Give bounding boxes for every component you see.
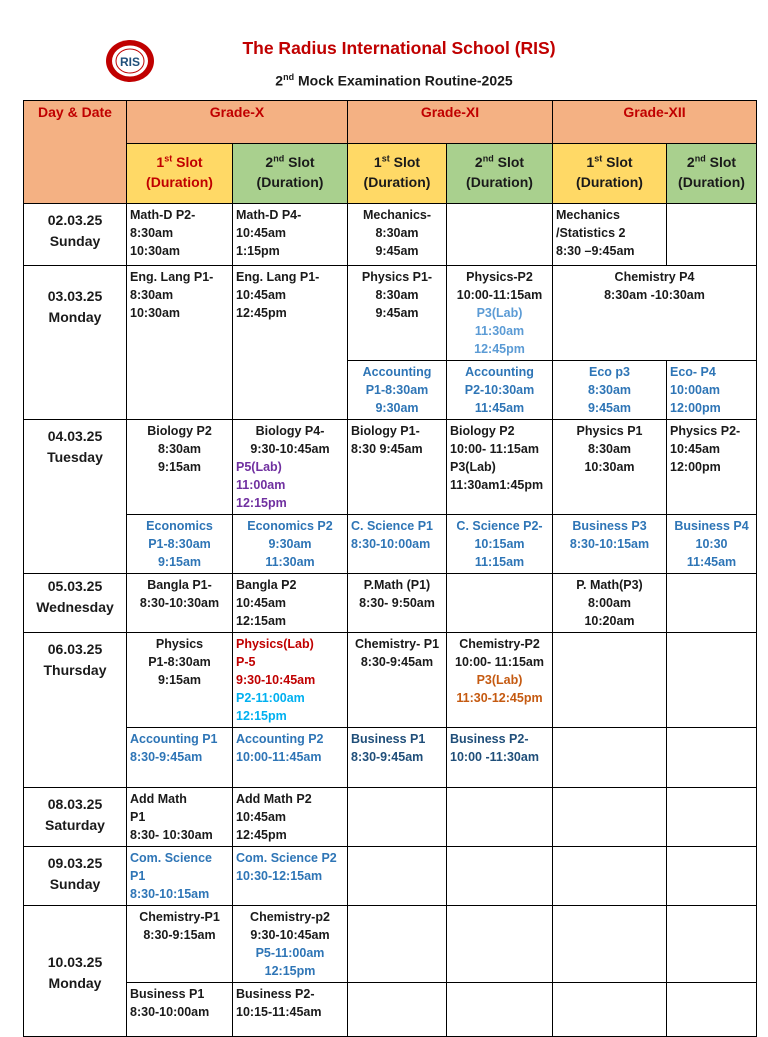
- exam-cell: Business P4 10:30 11:45am: [667, 515, 757, 574]
- exam-cell: C. Science P2- 10:15am 11:15am: [447, 515, 553, 574]
- exam-cell: Accounting P2 10:00-11:45am: [233, 728, 348, 788]
- exam-cell: Business P1 8:30-10:00am: [127, 983, 233, 1037]
- exam-cell: [553, 906, 667, 983]
- exam-cell: Physics-P2 10:00-11:15am P3(Lab) 11:30am 12:45pm: [447, 266, 553, 361]
- date-cell: 04.03.25 Tuesday: [24, 420, 127, 574]
- date-cell: 08.03.25 Saturday: [24, 788, 127, 847]
- exam-cell: Eco- P4 10:00am 12:00pm: [667, 361, 757, 420]
- exam-cell: [348, 906, 447, 983]
- exam-cell: Chemistry-P1 8:30-9:15am: [127, 906, 233, 983]
- exam-cell: Business P3 8:30-10:15am: [553, 515, 667, 574]
- table-row: [24, 633, 757, 728]
- exam-cell: P. Math(P3) 8:00am 10:20am: [553, 574, 667, 633]
- exam-cell: [447, 983, 553, 1037]
- exam-cell: [447, 906, 553, 983]
- grade-xii-slot1-header: 1st Slot (Duration): [553, 144, 667, 204]
- exam-cell: [667, 788, 757, 847]
- grade-xi-header: Grade-XI: [348, 101, 553, 144]
- exam-cell: Economics P2 9:30am 11:30am: [233, 515, 348, 574]
- exam-cell: Bangla P2 10:45am 12:15am: [233, 574, 348, 633]
- grade-xii-slot2-header: 2nd Slot (Duration): [667, 144, 757, 204]
- svg-text:RIS: RIS: [119, 55, 141, 69]
- exam-cell: Business P2- 10:15-11:45am: [233, 983, 348, 1037]
- exam-cell: Chemistry- P1 8:30-9:45am: [348, 633, 447, 728]
- exam-cell: [348, 847, 447, 906]
- exam-cell: Physics P1- 8:30am 9:45am: [348, 266, 447, 361]
- exam-cell: Physics P1-8:30am 9:15am: [127, 633, 233, 728]
- routine-title: 2nd Mock Examination Routine-2025: [275, 72, 513, 89]
- exam-cell: Biology P2 8:30am 9:15am: [127, 420, 233, 515]
- exam-cell: [553, 983, 667, 1037]
- exam-cell: Chemistry-P2 10:00- 11:15am P3(Lab) 11:30-12:45pm: [447, 633, 553, 728]
- exam-cell: Economics P1-8:30am 9:15am: [127, 515, 233, 574]
- exam-cell: [348, 788, 447, 847]
- day-date-header: Day & Date: [24, 101, 127, 204]
- exam-cell: P.Math (P1) 8:30- 9:50am: [348, 574, 447, 633]
- exam-cell: Com. Science P2 10:30-12:15am: [233, 847, 348, 906]
- table-row: [24, 728, 757, 788]
- exam-cell: Accounting P1-8:30am 9:30am: [348, 361, 447, 420]
- exam-cell: Mechanics- 8:30am 9:45am: [348, 204, 447, 266]
- table-row: [24, 788, 757, 847]
- exam-cell: Business P2- 10:00 -11:30am: [447, 728, 553, 788]
- table-row: [24, 266, 757, 361]
- exam-cell: Add Math P2 10:45am 12:45pm: [233, 788, 348, 847]
- exam-cell: Bangla P1- 8:30-10:30am: [127, 574, 233, 633]
- table-row: [24, 204, 757, 266]
- exam-cell: Eco p3 8:30am 9:45am: [553, 361, 667, 420]
- exam-cell: [667, 906, 757, 983]
- date-cell: 06.03.25 Thursday: [24, 633, 127, 788]
- exam-cell: Biology P1- 8:30 9:45am: [348, 420, 447, 515]
- date-cell: 05.03.25 Wednesday: [24, 574, 127, 633]
- exam-cell: [447, 204, 553, 266]
- exam-cell: Eng. Lang P1- 10:45am 12:45pm: [233, 266, 348, 420]
- table-row: [24, 574, 757, 633]
- exam-cell: Math-D P2- 8:30am 10:30am: [127, 204, 233, 266]
- date-cell: 03.03.25 Monday: [24, 266, 127, 420]
- exam-cell: Add Math P1 8:30- 10:30am: [127, 788, 233, 847]
- exam-cell: Physics P1 8:30am 10:30am: [553, 420, 667, 515]
- table-row: [24, 847, 757, 906]
- exam-cell: [667, 633, 757, 728]
- exam-cell: [553, 847, 667, 906]
- exam-cell: [667, 847, 757, 906]
- grade-x-header: Grade-X: [127, 101, 348, 144]
- exam-cell: [667, 204, 757, 266]
- grade-xi-slot2-header: 2nd Slot (Duration): [447, 144, 553, 204]
- exam-cell: Accounting P2-10:30am 11:45am: [447, 361, 553, 420]
- exam-cell: Physics(Lab) P-5 9:30-10:45am P2-11:00am 12:15pm: [233, 633, 348, 728]
- exam-cell: Biology P4- 9:30-10:45am P5(Lab) 11:00am 12:15pm: [233, 420, 348, 515]
- exam-cell: [447, 847, 553, 906]
- exam-cell: [553, 788, 667, 847]
- exam-cell: Eng. Lang P1- 8:30am 10:30am: [127, 266, 233, 420]
- exam-cell: Physics P2- 10:45am 12:00pm: [667, 420, 757, 515]
- grade-xi-slot1-header: 1st Slot (Duration): [348, 144, 447, 204]
- grade-x-slot1-header: 1st Slot (Duration): [127, 144, 233, 204]
- exam-cell: [348, 983, 447, 1037]
- grade-x-slot2-header: 2nd Slot (Duration): [233, 144, 348, 204]
- exam-cell: Accounting P1 8:30-9:45am: [127, 728, 233, 788]
- table-row: [24, 420, 757, 515]
- exam-cell: Business P1 8:30-9:45am: [348, 728, 447, 788]
- exam-cell: [447, 574, 553, 633]
- date-cell: 02.03.25 Sunday: [24, 204, 127, 266]
- exam-cell: [667, 983, 757, 1037]
- exam-cell: Com. Science P1 8:30-10:15am: [127, 847, 233, 906]
- grade-xii-header: Grade-XII: [553, 101, 757, 144]
- exam-cell: Chemistry P4 8:30am -10:30am: [553, 266, 757, 361]
- exam-cell: Math-D P4- 10:45am 1:15pm: [233, 204, 348, 266]
- table-row: [24, 906, 757, 983]
- exam-cell: Chemistry-p2 9:30-10:45am P5-11:00am 12:15pm: [233, 906, 348, 983]
- date-cell: 10.03.25 Monday: [24, 906, 127, 1037]
- date-cell: 09.03.25 Sunday: [24, 847, 127, 906]
- exam-routine-table: [23, 100, 757, 1037]
- school-name: The Radius International School (RIS): [242, 38, 556, 58]
- table-row: [24, 515, 757, 574]
- exam-cell: [553, 728, 667, 788]
- exam-cell: [667, 728, 757, 788]
- exam-cell: [667, 574, 757, 633]
- exam-cell: Biology P2 10:00- 11:15am P3(Lab) 11:30am1:45pm: [447, 420, 553, 515]
- exam-cell: [553, 633, 667, 728]
- table-row: [24, 983, 757, 1037]
- exam-cell: Mechanics /Statistics 2 8:30 –9:45am: [553, 204, 667, 266]
- exam-cell: [447, 788, 553, 847]
- exam-cell: C. Science P1 8:30-10:00am: [348, 515, 447, 574]
